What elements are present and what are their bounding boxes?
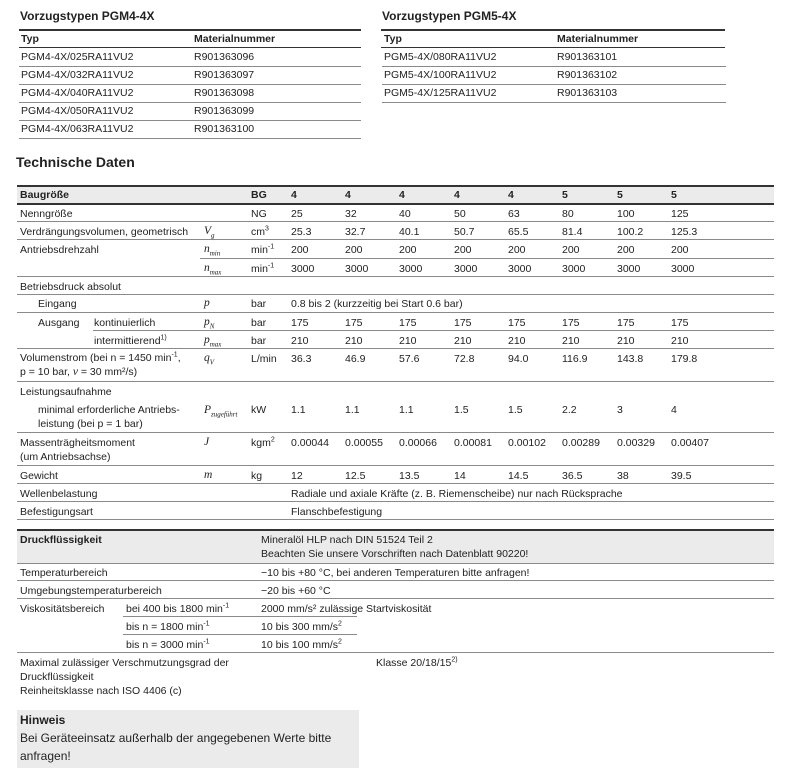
nmax-value: 3000 (671, 263, 695, 275)
druckfluessigkeit-text-2: Beachten Sie unsere Vorschriften nach Datenblatt 90220! (261, 548, 529, 560)
table-cell-typ: PGM5-4X/125RA11VU2 (384, 87, 497, 99)
pn-value: 175 (508, 317, 526, 329)
pn-value: 175 (617, 317, 635, 329)
volumenstrom-label-1: Volumenstrom (bei n = 1450 $\min^{-1}$, (20, 351, 181, 364)
divider (17, 519, 774, 520)
table-cell-materialnummer: R901363099 (194, 105, 255, 117)
bg-value: 5 (671, 189, 677, 201)
nmax-value: 3000 (291, 263, 315, 275)
divider (200, 258, 774, 259)
table-cell-materialnummer: R901363097 (194, 69, 255, 81)
divider (17, 348, 774, 349)
symbol-m: m (204, 469, 213, 481)
gewicht-value: 14.5 (508, 470, 529, 482)
nmin-value: 200 (617, 244, 635, 256)
unit-lmin: L/min (251, 353, 277, 365)
divider (17, 185, 774, 187)
divider (17, 221, 774, 222)
symbol-pn: $p_N$ (204, 316, 215, 331)
nmax-value: 3000 (508, 263, 532, 275)
nmin-value: 200 (562, 244, 580, 256)
pgm5-col-mat: Materialnummer (557, 33, 639, 45)
ausgang-label: Ausgang (38, 317, 80, 329)
nmin-value: 200 (454, 244, 472, 256)
gewicht-value: 12 (291, 470, 303, 482)
verschmutzung-label-3: Reinheitsklasse nach ISO 4406 (c) (20, 685, 182, 697)
table-cell-typ: PGM4-4X/032RA11VU2 (21, 69, 134, 81)
umgebung-value: −20 bis +60 °C (261, 585, 331, 597)
symbol-nmin: $n_{min}$ (204, 243, 221, 258)
symbol-pmax: $p_{max}$ (204, 334, 222, 349)
befestigung-value: Flanschbefestigung (291, 506, 383, 518)
visk-cond-2: bis n = 1800 $\min^{-1}$ (126, 620, 210, 633)
unit-bar: bar (251, 317, 267, 329)
symbol-nmax: $n_{max}$ (204, 262, 222, 277)
pn-value: 175 (562, 317, 580, 329)
ng-value: 25 (291, 208, 303, 220)
verdraengung-value: 32.7 (345, 226, 366, 238)
gewicht-value: 13.5 (399, 470, 420, 482)
pmax-value: 210 (291, 335, 309, 347)
nmin-value: 200 (399, 244, 417, 256)
symbol-qv: $q_V$ (204, 352, 215, 367)
ng-value: 40 (399, 208, 411, 220)
baugroesse-label: Baugröße (20, 189, 70, 201)
pmax-value: 210 (399, 335, 417, 347)
divider (19, 120, 361, 121)
divider (382, 66, 726, 67)
unit-kgm2: kgm$^2$ (251, 436, 275, 449)
nmax-value: 3000 (617, 263, 641, 275)
pn-value: 175 (399, 317, 417, 329)
gewicht-value: 14 (454, 470, 466, 482)
divider (19, 102, 361, 103)
visk-value-2: 10 bis 300 $mm/s^2$ (261, 620, 342, 633)
divider (17, 239, 774, 240)
pn-value: 175 (454, 317, 472, 329)
leistung-sub-2: leistung (bei p = 1 bar) (38, 418, 143, 430)
divider (17, 465, 774, 466)
volumenstrom-label-2: p = 10 bar, ν = 30 mm²/s) (20, 366, 138, 378)
traegheit-label-1: Massenträgheitsmoment (20, 437, 135, 449)
gewicht-value: 39.5 (671, 470, 692, 482)
section-heading-technische-daten: Technische Daten (16, 154, 135, 170)
unit-kw: kW (251, 404, 267, 416)
pmax-value: 210 (345, 335, 363, 347)
table-cell-typ: PGM5-4X/100RA11VU2 (384, 69, 497, 81)
verdraengung-value: 25.3 (291, 226, 312, 238)
table-cell-materialnummer: R901363100 (194, 123, 255, 135)
divider (381, 47, 725, 48)
qv-value: 46.9 (345, 353, 366, 365)
divider (17, 276, 774, 277)
table-cell-typ: PGM4-4X/040RA11VU2 (21, 87, 134, 99)
nmin-value: 200 (345, 244, 363, 256)
table-cell-materialnummer: R901363096 (194, 51, 255, 63)
verdraengung-value: 50.7 (454, 226, 475, 238)
nenngroesse-label: Nenngröße (20, 208, 73, 220)
bg-value: 4 (508, 189, 514, 201)
gewicht-value: 38 (617, 470, 629, 482)
divider (19, 47, 361, 48)
traegheit-value: 0.00102 (508, 437, 546, 449)
table-cell-materialnummer: R901363098 (194, 87, 255, 99)
leistung-value: 1.5 (454, 404, 469, 416)
leistung-value: 1.5 (508, 404, 523, 416)
kontinuierlich-label: kontinuierlich (94, 317, 156, 329)
divider (17, 312, 774, 313)
qv-value: 57.6 (399, 353, 420, 365)
leistung-value: 4 (671, 404, 677, 416)
table-cell-typ: PGM4-4X/050RA11VU2 (21, 105, 134, 117)
unit-bar: bar (251, 335, 267, 347)
nmax-value: 3000 (454, 263, 478, 275)
pmax-value: 210 (454, 335, 472, 347)
nmax-value: 3000 (345, 263, 369, 275)
verschmutzung-value: Klasse 20/18/15$^{2)}$ (376, 656, 458, 669)
unit-cm3: $cm^3$ (251, 225, 269, 238)
symbol-vg: $V_g$ (204, 225, 215, 240)
traegheit-value: 0.00081 (454, 437, 492, 449)
verschmutzung-label-2: Druckflüssigkeit (20, 671, 94, 683)
gewicht-label: Gewicht (20, 470, 58, 482)
temperatur-value: −10 bis +80 °C, bei anderen Temperaturen bitte anfragen! (261, 567, 530, 579)
divider (17, 598, 774, 599)
gewicht-value: 36.5 (562, 470, 583, 482)
bg-value: 4 (399, 189, 405, 201)
divider (17, 432, 774, 433)
pn-value: 175 (671, 317, 689, 329)
visk-value-1: 2000 mm/s² zulässige Startviskosität (261, 603, 432, 615)
bg-value: 4 (291, 189, 297, 201)
pn-value: 175 (291, 317, 309, 329)
pmax-value: 210 (508, 335, 526, 347)
divider (17, 203, 774, 205)
divider (19, 138, 361, 139)
ng-unit: NG (251, 208, 267, 220)
ng-value: 125 (671, 208, 689, 220)
umgebung-label: Umgebungstemperaturbereich (20, 585, 162, 597)
ng-value: 50 (454, 208, 466, 220)
unit-kg: kg (251, 470, 263, 482)
traegheit-value: 0.00289 (562, 437, 600, 449)
symbol-p: p (204, 297, 210, 309)
hinweis-line-2: anfragen! (20, 749, 71, 763)
bg-value: 4 (345, 189, 351, 201)
leistung-value: 3 (617, 404, 623, 416)
unit-min: $\min^{-1}$ (251, 262, 275, 275)
divider (382, 84, 726, 85)
traegheit-label-2: (um Antriebsachse) (20, 451, 111, 463)
table-cell-typ: PGM5-4X/080RA11VU2 (384, 51, 497, 63)
table-cell-typ: PGM4-4X/025RA11VU2 (21, 51, 134, 63)
traegheit-value: 0.00055 (345, 437, 383, 449)
bg-value: 4 (454, 189, 460, 201)
pmax-value: 210 (617, 335, 635, 347)
unit-bar: bar (251, 298, 267, 310)
drehzahl-label: Antriebsdrehzahl (20, 244, 99, 256)
symbol-j: J (204, 436, 210, 448)
divider (19, 84, 361, 85)
pgm4-col-mat: Materialnummer (194, 33, 276, 45)
pgm5-col-typ: Typ (384, 33, 402, 45)
qv-value: 36.3 (291, 353, 312, 365)
temperatur-label: Temperaturbereich (20, 567, 108, 579)
divider (17, 529, 774, 531)
divider (93, 330, 774, 331)
table-cell-materialnummer: R901363102 (557, 69, 618, 81)
divider (381, 29, 725, 31)
traegheit-value: 0.00407 (671, 437, 709, 449)
ng-value: 100 (617, 208, 635, 220)
nmin-value: 200 (508, 244, 526, 256)
nmax-value: 3000 (399, 263, 423, 275)
verdraengung-value: 65.5 (508, 226, 529, 238)
eingang-label: Eingang (38, 298, 77, 310)
pn-value: 175 (345, 317, 363, 329)
viskositaet-label: Viskositätsbereich (20, 603, 105, 615)
divider (382, 102, 726, 103)
pgm5-title: Vorzugstypen PGM5-4X (382, 9, 517, 23)
wellen-label: Wellenbelastung (20, 488, 98, 500)
nmax-value: 3000 (562, 263, 586, 275)
table-cell-materialnummer: R901363103 (557, 87, 618, 99)
pgm4-title: Vorzugstypen PGM4-4X (20, 9, 155, 23)
qv-value: 179.8 (671, 353, 698, 365)
bg-unit: BG (251, 189, 267, 201)
header-shade (17, 186, 774, 203)
druckfluessigkeit-text-1: Mineralöl HLP nach DIN 51524 Teil 2 (261, 534, 433, 546)
leistung-value: 1.1 (345, 404, 360, 416)
verdraengung-label: Verdrängungsvolumen, geometrisch (20, 226, 189, 238)
unit-min: $\min^{-1}$ (251, 243, 275, 256)
qv-value: 116.9 (562, 353, 588, 365)
divider (123, 616, 357, 617)
leistung-sub-1: minimal erforderliche Antriebs- (38, 404, 180, 416)
hinweis-title: Hinweis (20, 713, 66, 727)
table-cell-typ: PGM4-4X/063RA11VU2 (21, 123, 134, 135)
betriebsdruck-label: Betriebsdruck absolut (20, 281, 121, 293)
divider (19, 29, 361, 31)
leistung-label: Leistungsaufnahme (20, 386, 112, 398)
ng-value: 63 (508, 208, 520, 220)
divider (17, 652, 774, 653)
table-cell-materialnummer: R901363101 (557, 51, 618, 63)
intermittierend-label: intermittierend$^{1)}$ (94, 334, 167, 347)
qv-value: 94.0 (508, 353, 529, 365)
verschmutzung-label-1: Maximal zulässiger Verschmutzungsgrad der (20, 657, 229, 669)
leistung-value: 1.1 (399, 404, 414, 416)
divider (19, 66, 361, 67)
divider (123, 634, 357, 635)
gewicht-value: 12.5 (345, 470, 366, 482)
eingang-value: 0.8 bis 2 (kurzzeitig bei Start 0.6 bar) (291, 298, 463, 310)
qv-value: 143.8 (617, 353, 644, 365)
verdraengung-value: 125.3 (671, 226, 698, 238)
pmax-value: 210 (562, 335, 580, 347)
wellen-value: Radiale und axiale Kräfte (z. B. Riemenscheibe) nur nach Rücksprache (291, 488, 623, 500)
visk-cond-3: bis n = 3000 $\min^{-1}$ (126, 638, 210, 651)
divider (17, 294, 774, 295)
symbol-pzugefuehrt: $P_{zugeführt}$ (204, 404, 238, 419)
leistung-value: 1.1 (291, 404, 306, 416)
traegheit-value: 0.00329 (617, 437, 655, 449)
nmin-value: 200 (291, 244, 309, 256)
verdraengung-value: 100.2 (617, 226, 644, 238)
traegheit-value: 0.00044 (291, 437, 329, 449)
qv-value: 72.8 (454, 353, 475, 365)
ng-value: 32 (345, 208, 357, 220)
traegheit-value: 0.00066 (399, 437, 437, 449)
bg-value: 5 (617, 189, 623, 201)
divider (17, 580, 774, 581)
befestigung-label: Befestigungsart (20, 506, 93, 518)
pmax-value: 210 (671, 335, 689, 347)
druckfluessigkeit-label: Druckflüssigkeit (20, 534, 102, 546)
ng-value: 80 (562, 208, 574, 220)
divider (17, 563, 774, 564)
verdraengung-value: 40.1 (399, 226, 420, 238)
nmin-value: 200 (671, 244, 689, 256)
pgm4-col-typ: Typ (21, 33, 39, 45)
visk-value-3: 10 bis 100 $mm/s^2$ (261, 638, 342, 651)
bg-value: 5 (562, 189, 568, 201)
divider (17, 501, 774, 502)
divider (17, 483, 774, 484)
leistung-value: 2.2 (562, 404, 577, 416)
divider (17, 381, 774, 382)
visk-cond-1: bei 400 bis 1800 $\min^{-1}$ (126, 602, 230, 615)
hinweis-line-1: Bei Geräteeinsatz außerhalb der angegebenen Werte bitte (20, 731, 332, 745)
verdraengung-value: 81.4 (562, 226, 583, 238)
